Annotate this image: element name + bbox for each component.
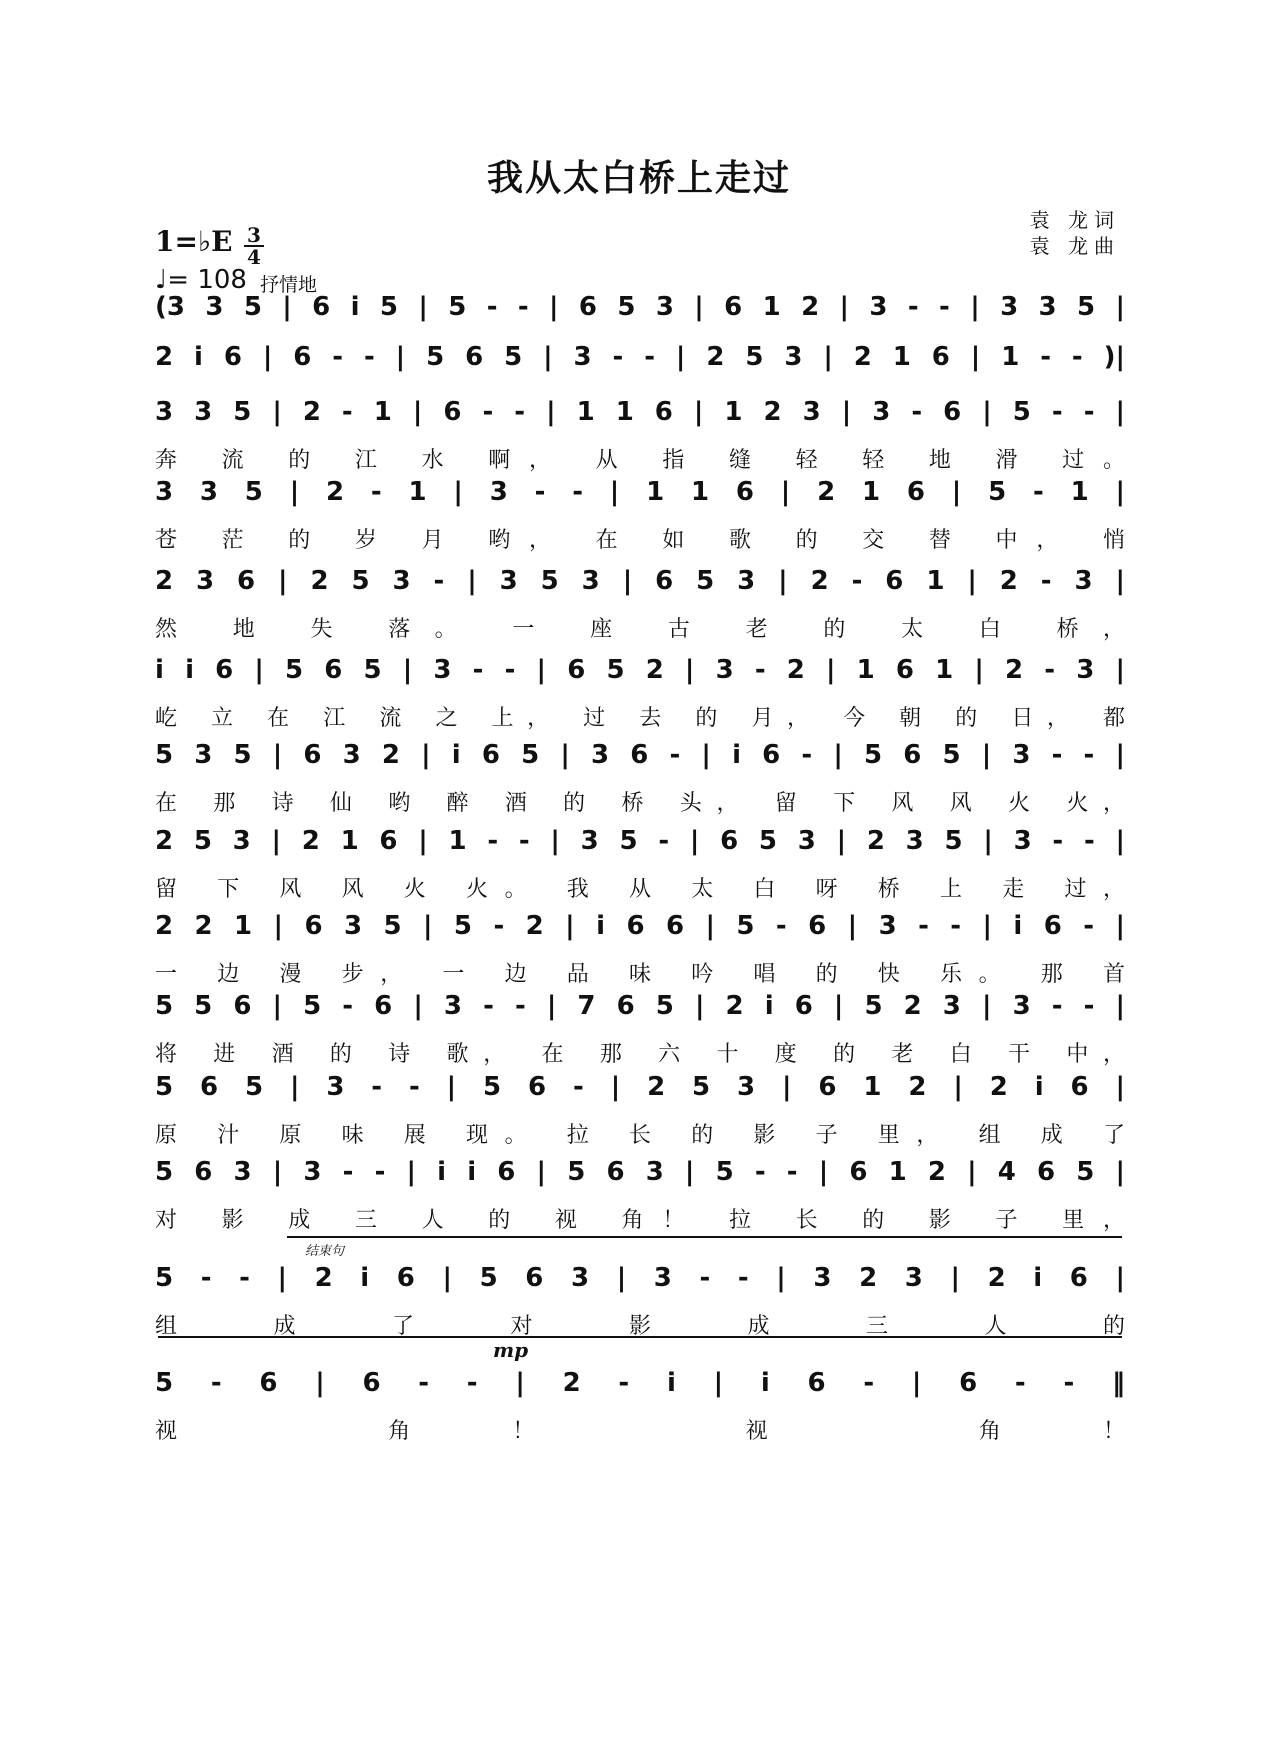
time-signature-top: 3 xyxy=(247,223,261,247)
song-title: 我从太白桥上走过 xyxy=(486,157,791,199)
notes-line: i i 6 | 5 6 5 | 3 - - | 6 5 2 | 3 - 2 | 1 6 1 | 2 - 3 | xyxy=(155,655,1125,685)
dynamic-marking: mp xyxy=(493,1338,529,1362)
notes-line: 5 - - | 2 i 6 | 5 6 3 | 3 - - | 3 2 3 | 2 i 6 | xyxy=(155,1263,1125,1293)
coda-bracket-bottom xyxy=(158,1336,1122,1338)
score-system xyxy=(155,566,1125,666)
lyrics-line: 对 影 成 三 人 的 视 角！ 拉 长 的 影 子 里， xyxy=(155,1208,1125,1233)
time-signature xyxy=(244,225,264,267)
score-system xyxy=(155,740,1125,840)
lyrics-line: 原 汁 原 味 展 现。 拉 长 的 影 子 里， 组 成 了 xyxy=(155,1123,1125,1148)
lyricist-credit: 袁 龙词 xyxy=(1029,208,1120,232)
coda-bracket xyxy=(287,1236,1122,1238)
notes-line: 2 3 6 | 2 5 3 - | 3 5 3 | 6 5 3 | 2 - 6 1 | 2 - 3 | xyxy=(155,566,1125,596)
notes-line: 2 5 3 | 2 1 6 | 1 - - | 3 5 - | 6 5 3 | 2 3 5 | 3 - - | xyxy=(155,826,1125,856)
score-system xyxy=(155,477,1125,577)
lyrics-line: 组 成 了 对 影 成 三 人 的 xyxy=(155,1314,1125,1339)
notes-line: 5 6 3 | 3 - - | i i 6 | 5 6 3 | 5 - - | 6 1 2 | 4 6 5 | xyxy=(155,1157,1125,1187)
lyrics-line: 屹 立 在 江 流 之 上， 过 去 的 月， 今 朝 的 日， 都 xyxy=(155,706,1125,731)
notes-line: 2 2 1 | 6 3 5 | 5 - 2 | i 6 6 | 5 - 6 | 3 - - | i 6 - | xyxy=(155,911,1125,941)
time-signature-bottom: 4 xyxy=(244,245,264,267)
score-system xyxy=(155,1157,1125,1257)
key-signature: 1=♭E xyxy=(155,225,233,258)
notes-line: 5 6 5 | 3 - - | 5 6 - | 2 5 3 | 6 1 2 | 2 i 6 | xyxy=(155,1072,1125,1102)
lyrics-line: 将 进 酒 的 诗 歌， 在 那 六 十 度 的 老 白 干 中， xyxy=(155,1042,1125,1067)
score-system xyxy=(155,1263,1125,1363)
lyrics-line: 一 边 漫 步， 一 边 品 味 吟 唱 的 快 乐。 那 首 xyxy=(155,962,1125,987)
composer-credit: 袁 龙曲 xyxy=(1029,234,1120,258)
lyrics-line: 留 下 风 风 火 火。 我 从 太 白 呀 桥 上 走 过， xyxy=(155,877,1125,902)
lyrics-line: 在 那 诗 仙 哟 醉 酒 的 桥 头， 留 下 风 风 火 火， xyxy=(155,791,1125,816)
notes-line: 3 3 5 | 2 - 1 | 6 - - | 1 1 6 | 1 2 3 | 3 - 6 | 5 - - | xyxy=(155,397,1125,427)
notes-line: 5 5 6 | 5 - 6 | 3 - - | 7 6 5 | 2 i 6 | 5 2 3 | 3 - - | xyxy=(155,991,1125,1021)
notes-line: (3 3 5 | 6 i 5 | 5 - - | 6 5 3 | 6 1 2 | 3 - - | 3 3 5 | xyxy=(155,292,1125,322)
notes-line: 5 3 5 | 6 3 2 | i 6 5 | 3 6 - | i 6 - | 5 6 5 | 3 - - | xyxy=(155,740,1125,770)
notes-line: 3 3 5 | 2 - 1 | 3 - - | 1 1 6 | 2 1 6 | 5 - 1 | xyxy=(155,477,1125,507)
expression-marking: 抒情地 xyxy=(260,274,318,296)
notes-line: 5 - 6 | 6 - - | 2 - i | i 6 - | 6 - - ‖ xyxy=(155,1368,1125,1398)
coda-label: 结束句 xyxy=(305,1244,345,1259)
lyrics-line: 然 地 失 落。 一 座 古 老 的 太 白 桥， xyxy=(155,617,1125,642)
lyrics-line: 苍 茫 的 岁 月 哟， 在 如 歌 的 交 替 中， 悄 xyxy=(155,528,1125,553)
score-system xyxy=(155,1368,1125,1468)
tempo-marking: ♩= 108 xyxy=(155,265,247,295)
lyrics-line: 视 角！ 视 角！ xyxy=(155,1419,1125,1444)
lyrics-line: 奔 流 的 江 水 啊， 从 指 缝 轻 轻 地 滑 过。 xyxy=(155,448,1125,473)
notes-line: 2 i 6 | 6 - - | 5 6 5 | 3 - - | 2 5 3 | 2 1 6 | 1 - - )| xyxy=(155,342,1125,372)
